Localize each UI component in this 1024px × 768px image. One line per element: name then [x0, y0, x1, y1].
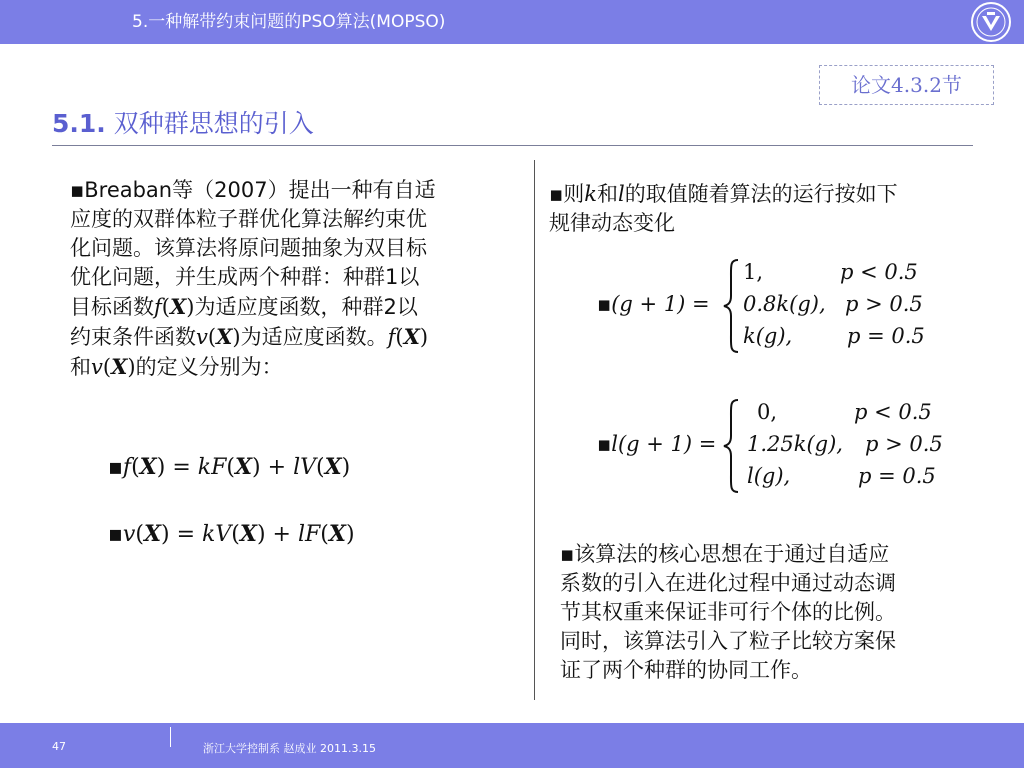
left-intro-paragraph	[70, 176, 530, 382]
footer-separator	[170, 727, 171, 747]
left-brace-icon	[722, 398, 740, 494]
paper-reference-box: 论文4.3.2节	[819, 65, 994, 105]
right-intro-line-1: ▪ 则k和l的取值随着算法的运行按如下	[549, 180, 989, 209]
footer-bar	[0, 723, 1024, 768]
right-summary-line-3: 节其权重来保证非可行个体的比例。	[560, 600, 896, 624]
right-summary-line-4: 同时，该算法引入了粒子比较方案保	[560, 629, 896, 653]
left-brace-icon	[722, 258, 740, 354]
l-rule-row-2-value: 1.25k(g),	[747, 432, 843, 456]
k-rule-row-3-value: k(g),	[743, 324, 793, 348]
section-title-text: 双种群思想的引入	[113, 109, 314, 138]
page-number: 47	[52, 740, 66, 753]
l-rule-row-1-cond: p < 0.5	[854, 400, 932, 424]
footer-info: 浙江大学控制系 赵成业 2011.3.15	[203, 742, 376, 755]
header-bar	[0, 0, 1024, 44]
formula-f: ▪ f(X) = kF(X) + lV(X)	[108, 452, 350, 483]
section-title	[52, 107, 314, 141]
right-summary-line-2: 系数的引入在进化过程中通过动态调	[560, 571, 896, 595]
section-number: 5.1.	[52, 109, 106, 138]
bullet-icon	[597, 432, 611, 456]
left-intro-line-3: 化问题。该算法将原问题抽象为双目标	[70, 236, 427, 260]
k-rule-row-2-cond: p > 0.5	[845, 292, 923, 316]
k-rule-row-1-value: 1,	[743, 260, 764, 284]
left-intro-line-4: 优化问题，并生成两个种群：种群1以	[70, 265, 420, 289]
l-rule-lhs: ▪ l(g + 1) =	[597, 432, 716, 456]
bullet-icon	[70, 178, 84, 202]
right-intro-paragraph	[549, 180, 989, 238]
k-rule-formula	[597, 258, 977, 354]
left-intro-line-6: 约束条件函数v(X)为适应度函数。f(X)	[70, 324, 429, 349]
bullet-icon	[597, 292, 611, 316]
left-intro-line-7: 和v(X)的定义分别为：	[70, 354, 283, 379]
right-summary-paragraph	[560, 540, 990, 685]
left-intro-line-2: 应度的双群体粒子群优化算法解约束优	[70, 207, 427, 231]
l-rule-formula	[597, 398, 977, 494]
bullet-icon	[549, 182, 563, 206]
right-intro-line-2: 规律动态变化	[549, 211, 675, 235]
k-rule-row-2-value: 0.8k(g),	[743, 292, 826, 316]
university-seal-icon	[970, 1, 1012, 43]
l-rule-row-3-cond: p = 0.5	[858, 464, 936, 488]
right-summary-line-1: ▪ 该算法的核心思想在于通过自适应	[560, 540, 990, 569]
k-rule-row-3-cond: p = 0.5	[847, 324, 925, 348]
k-rule-lhs: ▪ (g + 1) =	[597, 292, 710, 316]
bullet-icon	[108, 455, 123, 480]
bullet-icon	[108, 522, 123, 547]
left-intro-line-5: 目标函数f(X)为适应度函数，种群2以	[70, 294, 418, 319]
right-summary-line-5: 证了两个种群的协同工作。	[560, 658, 812, 682]
formula-v: ▪ v(X) = kV(X) + lF(X)	[108, 519, 355, 550]
header-title: 5.一种解带约束问题的PSO算法(MOPSO)	[132, 12, 446, 32]
l-rule-row-3-value: l(g),	[747, 464, 791, 488]
l-rule-row-2-cond: p > 0.5	[865, 432, 943, 456]
bullet-icon	[560, 542, 574, 566]
title-divider	[52, 145, 973, 146]
column-divider	[534, 160, 535, 700]
k-rule-row-1-cond: p < 0.5	[840, 260, 918, 284]
left-intro-line-1: ▪ Breaban等（2007）提出一种有自适	[70, 176, 530, 205]
l-rule-row-1-value: 0,	[757, 400, 778, 424]
